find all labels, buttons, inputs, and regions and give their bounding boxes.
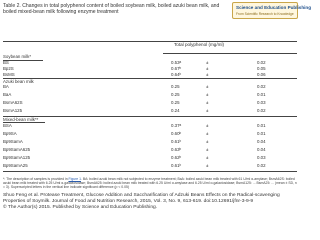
footnote-body: . BA: boiled azuki bean milk not subjected to enzyme treatment; BaA: boiled azuki bean milk treated with 61 U/ml α-amylase; BsmA62S: boiled azuki bean milk treated with 6.25 U/ml α-galactosidase; BsmA625: boiled azuki bean milk treated with 6.25 U/ml α-amylase and 6.25 U/ml α-galactosidase; BsmA125: ... BsmA25: ... (mean ± SD, n = 3). Superscripted letters in the vertical line indicate significant difference (p < 0.05) — [3, 177, 297, 190]
copyright-text: © The Author(s) 2015. Published by Science and Education Publishing. — [3, 204, 158, 210]
row-name: BsmA125 — [3, 108, 23, 113]
footnote-prefix: *: The description of samples is provided in — [3, 177, 69, 181]
table-row — [3, 84, 297, 90]
table-top-rule — [3, 41, 297, 42]
row-plus-minus: ± — [206, 60, 209, 65]
table-title: Table 2. Changes in total polyphenol content of boiled soybean milk, boiled azuki bean milk, and boiled mixed-bean milk following enzyme treatment — [3, 3, 220, 16]
row-mean: 0.63ᵇ — [171, 147, 182, 152]
table-footnote — [3, 177, 297, 189]
citation-text: Shuo Feng et al. Protease Treatment, Glucose Addition and Saccharification of Adzuki Beans Effects on the Radical-scavenging Properties of Soymilk. Journal of Food and Nutrition Research, 2015, Vol. 3, No. 9, 613-619. doi:10.12691/jfnr-3-9-9 — [3, 193, 280, 204]
row-mean: 0.25 — [171, 92, 180, 97]
row-sd: 0.02 — [257, 84, 266, 89]
row-sd: 0.04 — [257, 139, 266, 144]
section-label-mixed: Mixed-bean milk** — [3, 116, 39, 122]
row-sd: 0.05 — [257, 66, 266, 71]
publisher-tagline: From Scientific Research to Knowledge — [236, 12, 294, 16]
header-rule — [163, 53, 297, 54]
row-mean: 0.61ᵇ — [171, 163, 182, 168]
row-plus-minus: ± — [206, 66, 209, 71]
row-mean: 0.61ᵇ — [171, 139, 182, 144]
table-row — [3, 92, 297, 98]
row-plus-minus: ± — [206, 131, 209, 136]
row-mean: 0.53ᵃ — [171, 60, 182, 65]
row-sd: 0.03 — [257, 100, 266, 105]
row-sd: 0.02 — [257, 60, 266, 65]
table-row — [3, 147, 297, 153]
row-plus-minus: ± — [206, 155, 209, 160]
publisher-name: Science and Education Publishing — [236, 5, 312, 10]
row-sd: 0.04 — [257, 147, 266, 152]
row-plus-minus: ± — [206, 92, 209, 97]
row-plus-minus: ± — [206, 139, 209, 144]
row-mean: 0.62ᵇ — [171, 155, 182, 160]
row-plus-minus: ± — [206, 163, 209, 168]
row-name: BsmA62S — [3, 100, 23, 105]
table-row — [3, 66, 297, 72]
row-name: Bp2S — [3, 66, 14, 71]
row-sd: 0.01 — [257, 92, 266, 97]
row-sd: 0.01 — [257, 123, 266, 128]
figure-1-link[interactable]: Figure 1 — [68, 177, 81, 181]
polyphenol-table — [3, 41, 297, 176]
section-label-azuki: Azuki bean milk — [3, 78, 34, 84]
table-row — [3, 139, 297, 145]
column-header: Total polyphenol (mg/ml) — [173, 42, 225, 47]
table-row — [3, 163, 297, 169]
row-mean: 0.64ᵇ — [171, 72, 182, 77]
table-row — [3, 131, 297, 137]
row-plus-minus: ± — [206, 100, 209, 105]
row-mean: 0.25 — [171, 84, 180, 89]
citation-block — [3, 193, 297, 211]
table-row — [3, 108, 297, 114]
publisher-logo — [232, 2, 312, 19]
row-sd: 0.02 — [257, 108, 266, 113]
row-name: BSA — [3, 123, 12, 128]
row-sd: 0.01 — [257, 131, 266, 136]
row-sd: 0.06 — [257, 72, 266, 77]
section-rule — [3, 116, 297, 117]
table-row — [3, 72, 297, 78]
row-name: Bp9SA — [3, 131, 17, 136]
row-mean: 0.25 — [171, 100, 180, 105]
row-mean: 0.60ᵇ — [171, 131, 182, 136]
row-name: Bp9SamA125 — [3, 155, 31, 160]
row-plus-minus: ± — [206, 123, 209, 128]
row-sd: 0.02 — [257, 163, 266, 168]
row-name: Bp9SamA625 — [3, 147, 31, 152]
row-plus-minus: ± — [206, 84, 209, 89]
row-mean: 0.37ᵃ — [171, 123, 182, 128]
row-name: Bp9SamA25 — [3, 163, 28, 168]
table-row — [3, 155, 297, 161]
row-name: Bp9SamA — [3, 139, 23, 144]
row-plus-minus: ± — [206, 147, 209, 152]
table-row — [3, 60, 297, 66]
row-name: BaA — [3, 92, 12, 97]
table-row — [3, 123, 297, 129]
table-bottom-rule — [3, 171, 297, 172]
row-name: BA — [3, 84, 9, 89]
row-sd: 0.03 — [257, 155, 266, 160]
row-plus-minus: ± — [206, 108, 209, 113]
row-plus-minus: ± — [206, 72, 209, 77]
section-rule — [3, 78, 297, 79]
row-mean: 0.24 — [171, 108, 180, 113]
section-label-soybean: Soybean milk* — [3, 54, 32, 59]
table-row — [3, 100, 297, 106]
row-name: BsMS — [3, 72, 15, 77]
row-name: BS — [3, 60, 9, 65]
row-mean: 0.67ᵇ — [171, 66, 182, 71]
